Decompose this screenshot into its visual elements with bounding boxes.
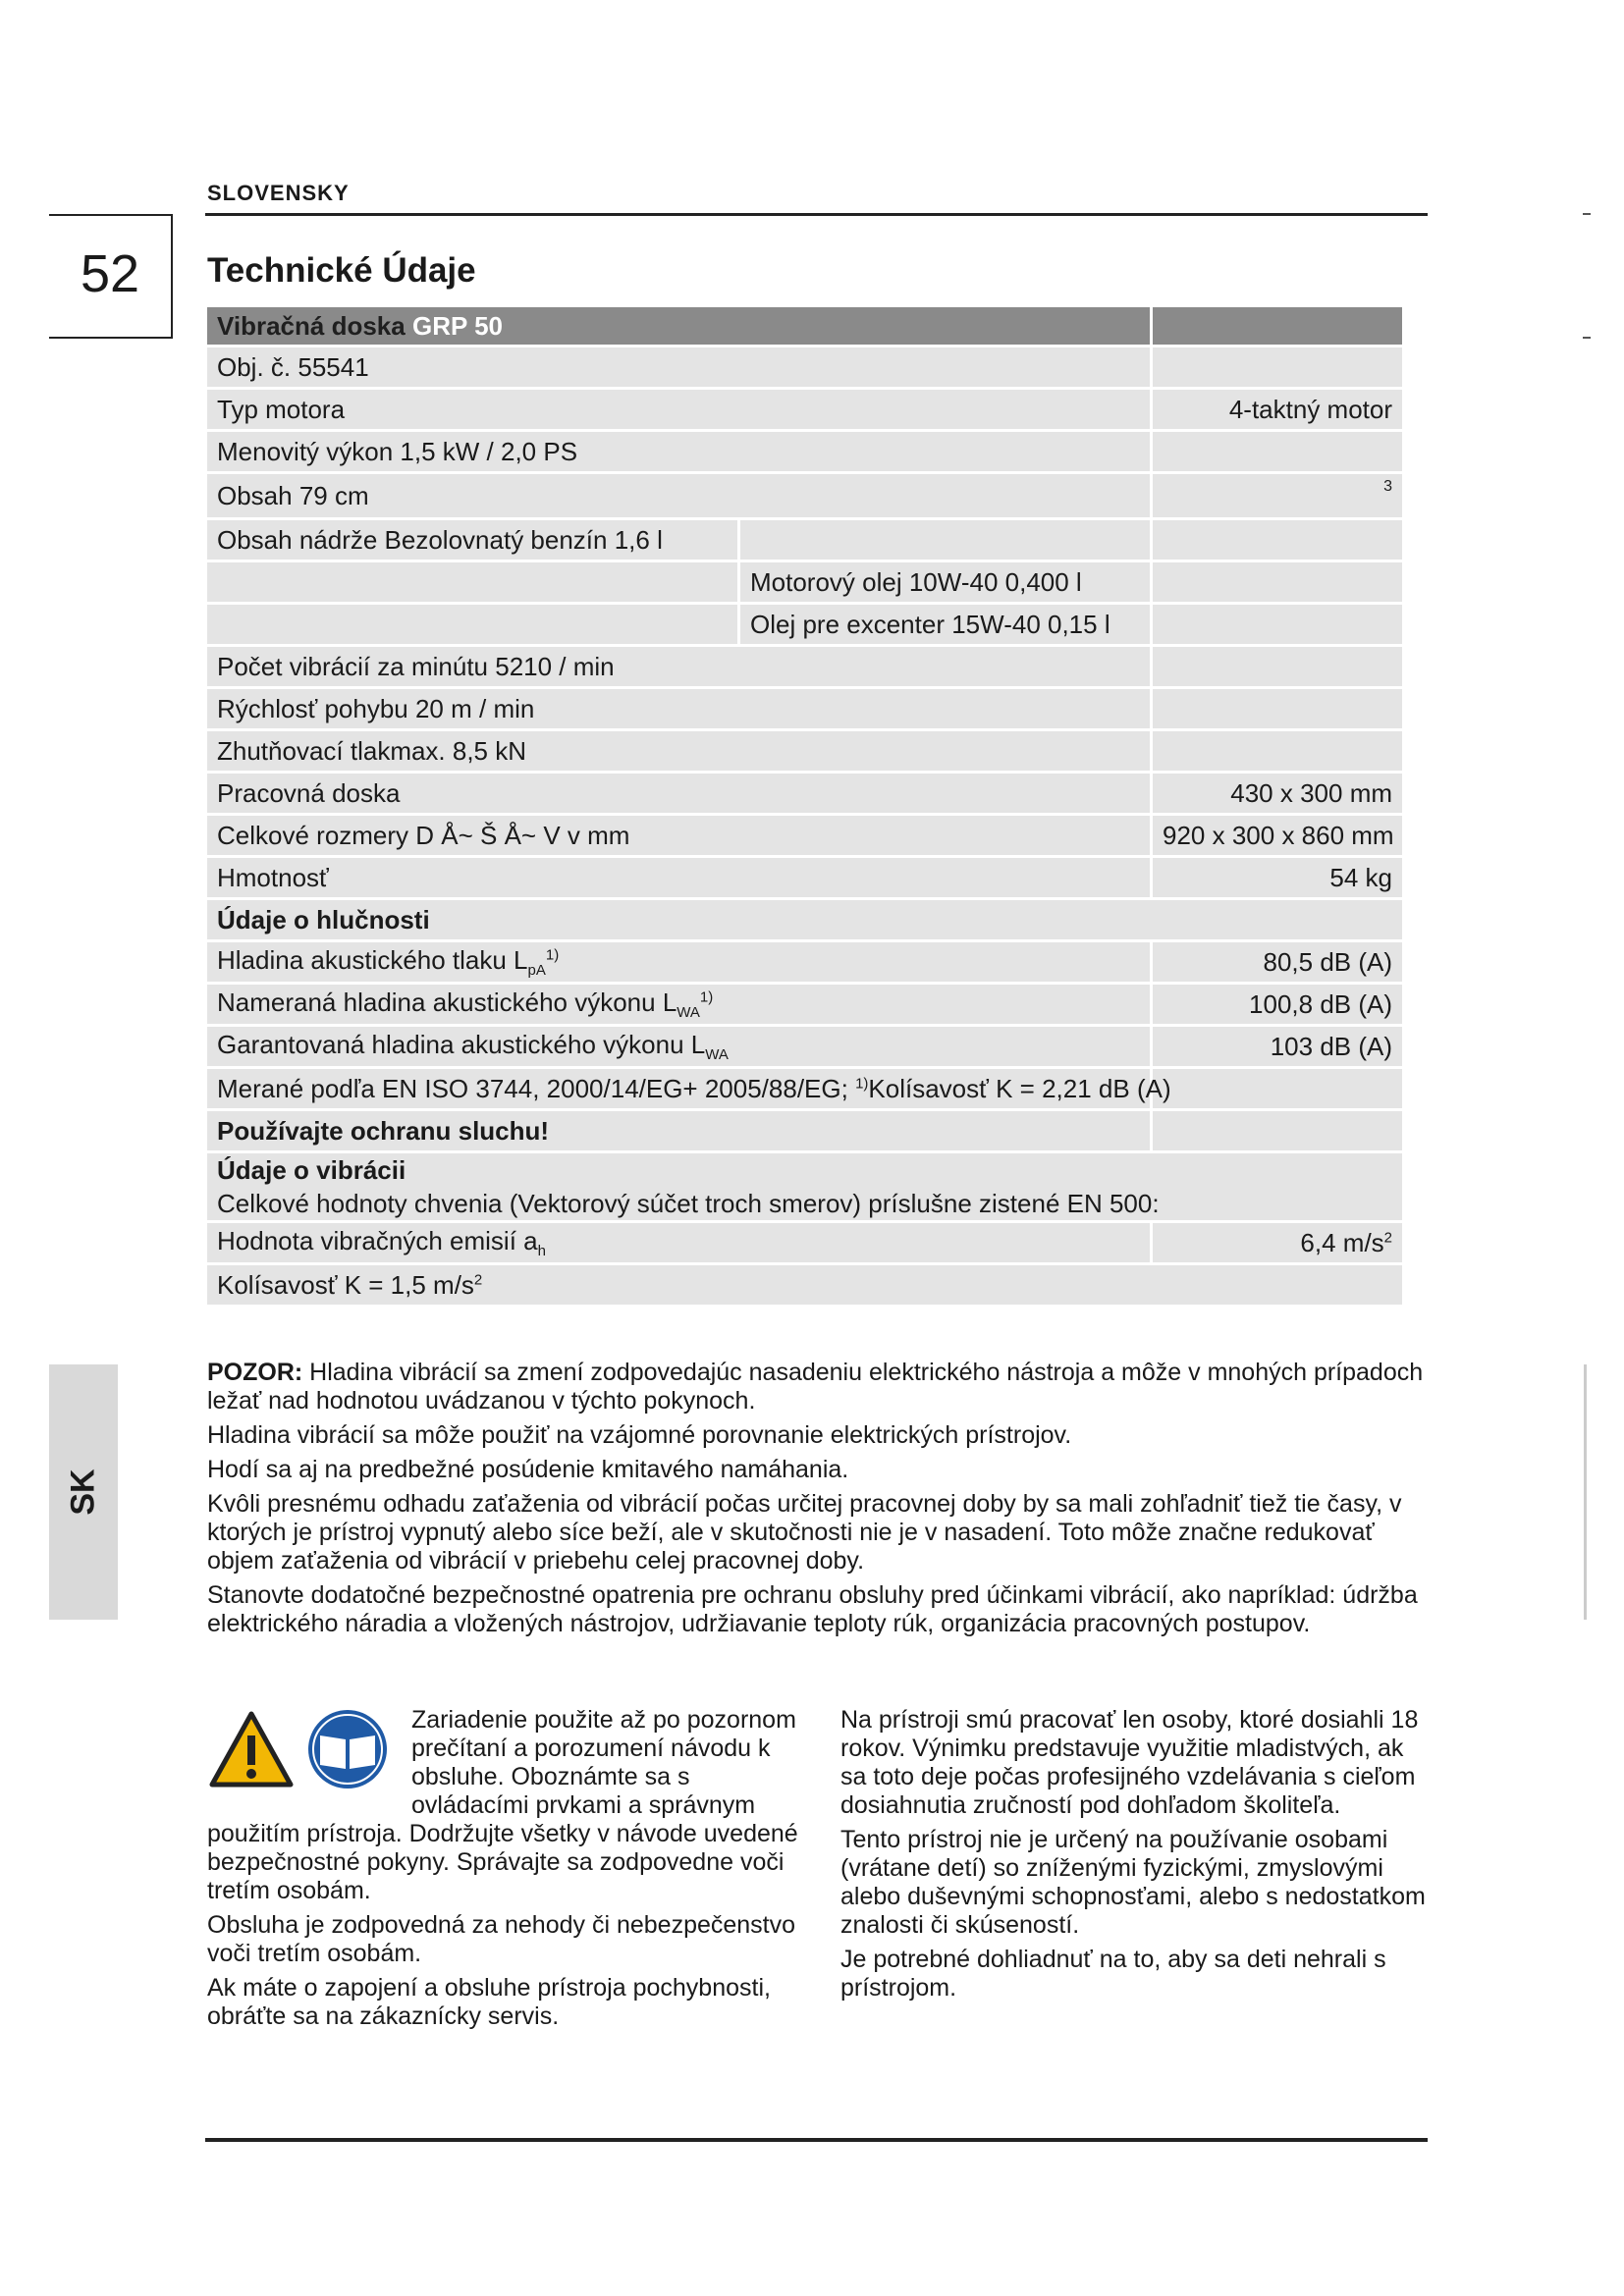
- row-label-compaction: Zhutňovací tlakmax. 8,5 kN: [207, 731, 1150, 771]
- emission-value: 6,4 m/s: [1300, 1227, 1384, 1257]
- row-value-power: [1150, 432, 1402, 471]
- note-paragraph: Stanovte dodatočné bezpečnostné opatrenia pre ochranu obsluhy pred účinkami vibrácií, ako napríklad: údržba elektrického náradia a vložených nástrojov, udržiavanie teploty rúk, organizácia pracovných postupov.: [207, 1581, 1418, 1637]
- table-row: [207, 647, 1402, 686]
- row-value-emission: [1150, 1223, 1402, 1262]
- row-label-plate: Pracovná doska: [207, 774, 1150, 813]
- guaranteed-power-label: Garantovaná hladina akustického výkonu L: [217, 1029, 706, 1059]
- right-paragraph: Je potrebné dohliadnuť na to, aby sa deti nehrali s prístrojom.: [840, 1946, 1386, 2002]
- table-row: [207, 474, 1402, 517]
- note-pozor: [207, 1359, 1435, 1415]
- empty-cell: [207, 562, 737, 602]
- table-header-cell: [1150, 307, 1402, 345]
- row-value-pressure: 80,5 dB (A): [1150, 942, 1402, 982]
- table-row: [207, 731, 1402, 771]
- table-row: [207, 942, 1402, 982]
- row-label-weight: Hmotnosť: [207, 858, 1150, 897]
- side-tab-label: [49, 1364, 118, 1620]
- row-value-obj: [1150, 347, 1402, 387]
- empty-cell: [1150, 1111, 1402, 1150]
- right-column: [840, 1706, 1430, 2008]
- noise-heading: Údaje o hlučnosti: [207, 900, 1402, 939]
- table-row: [207, 900, 1402, 939]
- note-paragraph: Hodí sa aj na predbežné posúdenie kmitavého namáhania.: [207, 1456, 849, 1483]
- table-row: [207, 347, 1402, 387]
- row-value-motor: 4-taktný motor: [1150, 390, 1402, 429]
- table-row: [207, 1111, 1402, 1150]
- measured-power-sup: 1): [699, 988, 714, 1006]
- table-row: [207, 562, 1402, 602]
- vibration-heading-text: Celkové hodnoty chvenia (Vektorový súčet troch smerov) príslušne zistené EN 500:: [217, 1189, 1160, 1218]
- empty-cell: [1150, 731, 1402, 771]
- note-paragraph: Hladina vibrácií sa môže použiť na vzájomné porovnanie elektrických prístrojov.: [207, 1421, 1072, 1449]
- row-label-oil-motor: Motorový olej 10W-40 0,400 l: [737, 562, 1150, 602]
- table-row: [207, 1223, 1402, 1262]
- table-header-row: [207, 307, 1402, 345]
- left-paragraph: Obsluha je zodpovedná za nehody či nebezpečenstvo voči tretím osobám.: [207, 1911, 796, 1967]
- note-paragraph: Kvôli presnému odhadu zaťaženia od vibrácií počas určitej pracovnej doby by sa mali zohľadniť tiež tie časy, v ktorých je prístroj vypnutý alebo síce beží, ale v skutočnosti nie je v nasadení. Toto môže značne redukovať objem zaťaženia od vibrácií v priebehu celej pracovnej doby.: [207, 1490, 1402, 1575]
- table-row: [207, 1027, 1402, 1066]
- row-label-tank: Obsah nádrže Bezolovnatý benzín 1,6 l: [207, 520, 737, 560]
- row-label-displacement: Obsah 79 cm: [207, 474, 1150, 517]
- row-label-guaranteed-power: [207, 1027, 1150, 1066]
- pressure-label: Hladina akustického tlaku L: [217, 944, 528, 975]
- row-label-pressure: [207, 942, 1150, 982]
- empty-cell: [1150, 562, 1402, 602]
- row-value-measured-power: 100,8 dB (A): [1150, 985, 1402, 1024]
- row-label-motor: Typ motora: [207, 390, 1150, 429]
- warning-triangle-icon: [212, 1714, 291, 1785]
- table-row: [207, 1069, 1402, 1108]
- table-row: [207, 605, 1402, 644]
- measured-power-label: Nameraná hladina akustického výkonu L: [217, 987, 677, 1017]
- side-tab-text: SK: [64, 1468, 102, 1516]
- table-row: [207, 689, 1402, 728]
- table-row: [207, 432, 1402, 471]
- empty-cell: [737, 520, 1150, 560]
- tolerance-label: Kolísavosť K = 1,5 m/s: [217, 1269, 474, 1300]
- right-margin-bar: [1584, 1364, 1587, 1620]
- measured-note-label: Merané podľa EN ISO 3744, 2000/14/EG+ 2005/88/EG;: [217, 1073, 848, 1103]
- empty-cell: [1150, 520, 1402, 560]
- language-header: SLOVENSKY: [207, 181, 350, 205]
- row-value-displacement: 3: [1150, 474, 1402, 517]
- emission-sub: h: [537, 1243, 546, 1260]
- table-heading-model: GRP 50: [411, 310, 503, 341]
- table-row: [207, 520, 1402, 560]
- row-label-tolerance: [207, 1265, 1402, 1305]
- row-value-dimensions: 920 x 300 x 860 mm: [1150, 816, 1402, 855]
- measured-power-sub: WA: [677, 1004, 700, 1022]
- margin-tick: [1583, 213, 1591, 215]
- left-paragraph: Ak máte o zapojení a obsluhe prístroja pochybnosti, obráťte sa na zákaznícky servis.: [207, 1974, 771, 2030]
- emission-label: Hodnota vibračných emisií a: [217, 1225, 538, 1255]
- row-value-weight: 54 kg: [1150, 858, 1402, 897]
- empty-cell: [1150, 1069, 1402, 1108]
- measured-note-label2: Kolísavosť K = 2,21 dB (A): [868, 1073, 1171, 1103]
- row-label-speed: Rýchlosť pohybu 20 m / min: [207, 689, 1150, 728]
- row-label-obj: Obj. č. 55541: [207, 347, 1150, 387]
- vibration-heading: Údaje o vibrácii: [217, 1155, 406, 1185]
- table-row: [207, 1265, 1402, 1305]
- table-heading-label: Vibračná doska: [217, 310, 406, 341]
- row-label-measured-power: [207, 985, 1150, 1024]
- row-label-power: Menovitý výkon 1,5 kW / 2,0 PS: [207, 432, 1150, 471]
- row-label-dimensions: Celkové rozmery D Å~ Š Å~ V v mm: [207, 816, 1150, 855]
- footer-rule: [205, 2138, 1428, 2142]
- tolerance-sup: 2: [473, 1270, 483, 1288]
- hearing-protection-label: Používajte ochranu sluchu!: [207, 1111, 1150, 1150]
- warning-and-manual-icons: [207, 1706, 404, 1794]
- page-number: 52: [80, 244, 140, 303]
- pozor-text: Hladina vibrácií sa zmení zodpovedajúc nasadeniu elektrického nástroja a môže v mnohých prípadoch ležať nad hodnotou uvádzanou v týchto pokynoch.: [207, 1359, 1424, 1415]
- row-label-oil-excenter: Olej pre excenter 15W-40 0,15 l: [737, 605, 1150, 644]
- right-paragraph: Na prístroji smú pracovať len osoby, ktoré dosiahli 18 rokov. Výnimku predstavuje využitie mladistvých, ak sa toto deje počas profesijného vzdelávania s cieľom dosiahnutia zručností pod dohľadom školiteľa.: [840, 1706, 1419, 1819]
- page-title: Technické Údaje: [207, 251, 476, 290]
- empty-cell: [1150, 647, 1402, 686]
- table-row: [207, 816, 1402, 855]
- read-manual-icon: [308, 1710, 387, 1789]
- emission-value-sup: 2: [1383, 1228, 1393, 1246]
- vibration-heading-cell: [207, 1153, 1402, 1220]
- table-row: [207, 858, 1402, 897]
- margin-tick: [1583, 337, 1591, 339]
- table-row: [207, 985, 1402, 1024]
- safety-icons: [207, 1706, 404, 1794]
- guaranteed-power-sub: WA: [705, 1046, 729, 1064]
- row-label-measured-note: [207, 1069, 1171, 1108]
- pressure-sup: 1): [545, 946, 560, 964]
- pozor-label: POZOR:: [207, 1359, 303, 1386]
- right-paragraph: Tento prístroj nie je určený na používanie osobami (vrátane detí) so zníženými fyzickými, zmyslovými alebo duševnými schopnosťami, alebo s nedostatkom znalosti či skúseností.: [840, 1826, 1426, 1939]
- table-row: [207, 774, 1402, 813]
- spec-table: [207, 304, 1402, 1308]
- table-row: [207, 390, 1402, 429]
- row-label-vibrations: Počet vibrácií za minútu 5210 / min: [207, 647, 1150, 686]
- row-label-emission: [207, 1223, 1150, 1262]
- row-value-plate: 430 x 300 mm: [1150, 774, 1402, 813]
- vibration-notes: [207, 1359, 1435, 1644]
- table-row: [207, 1153, 1402, 1220]
- left-column: [207, 1706, 806, 2037]
- pressure-sub: pA: [527, 962, 546, 980]
- empty-cell: [1150, 689, 1402, 728]
- left-paragraph: Zariadenie použite až po pozornom prečítaní a porozumení návodu k obsluhe. Oboznámte sa s ovládacími prvkami a správnym použitím prístroja. Dodržujte všetky v návode uvedené bezpečnostné pokyny. Správajte sa zodpovedne voči tretím osobám.: [207, 1706, 798, 1904]
- header-rule: [205, 213, 1428, 216]
- row-value-guaranteed-power: 103 dB (A): [1150, 1027, 1402, 1066]
- empty-cell: [1150, 605, 1402, 644]
- empty-cell: [207, 605, 737, 644]
- measured-note-sup: 1): [855, 1074, 869, 1092]
